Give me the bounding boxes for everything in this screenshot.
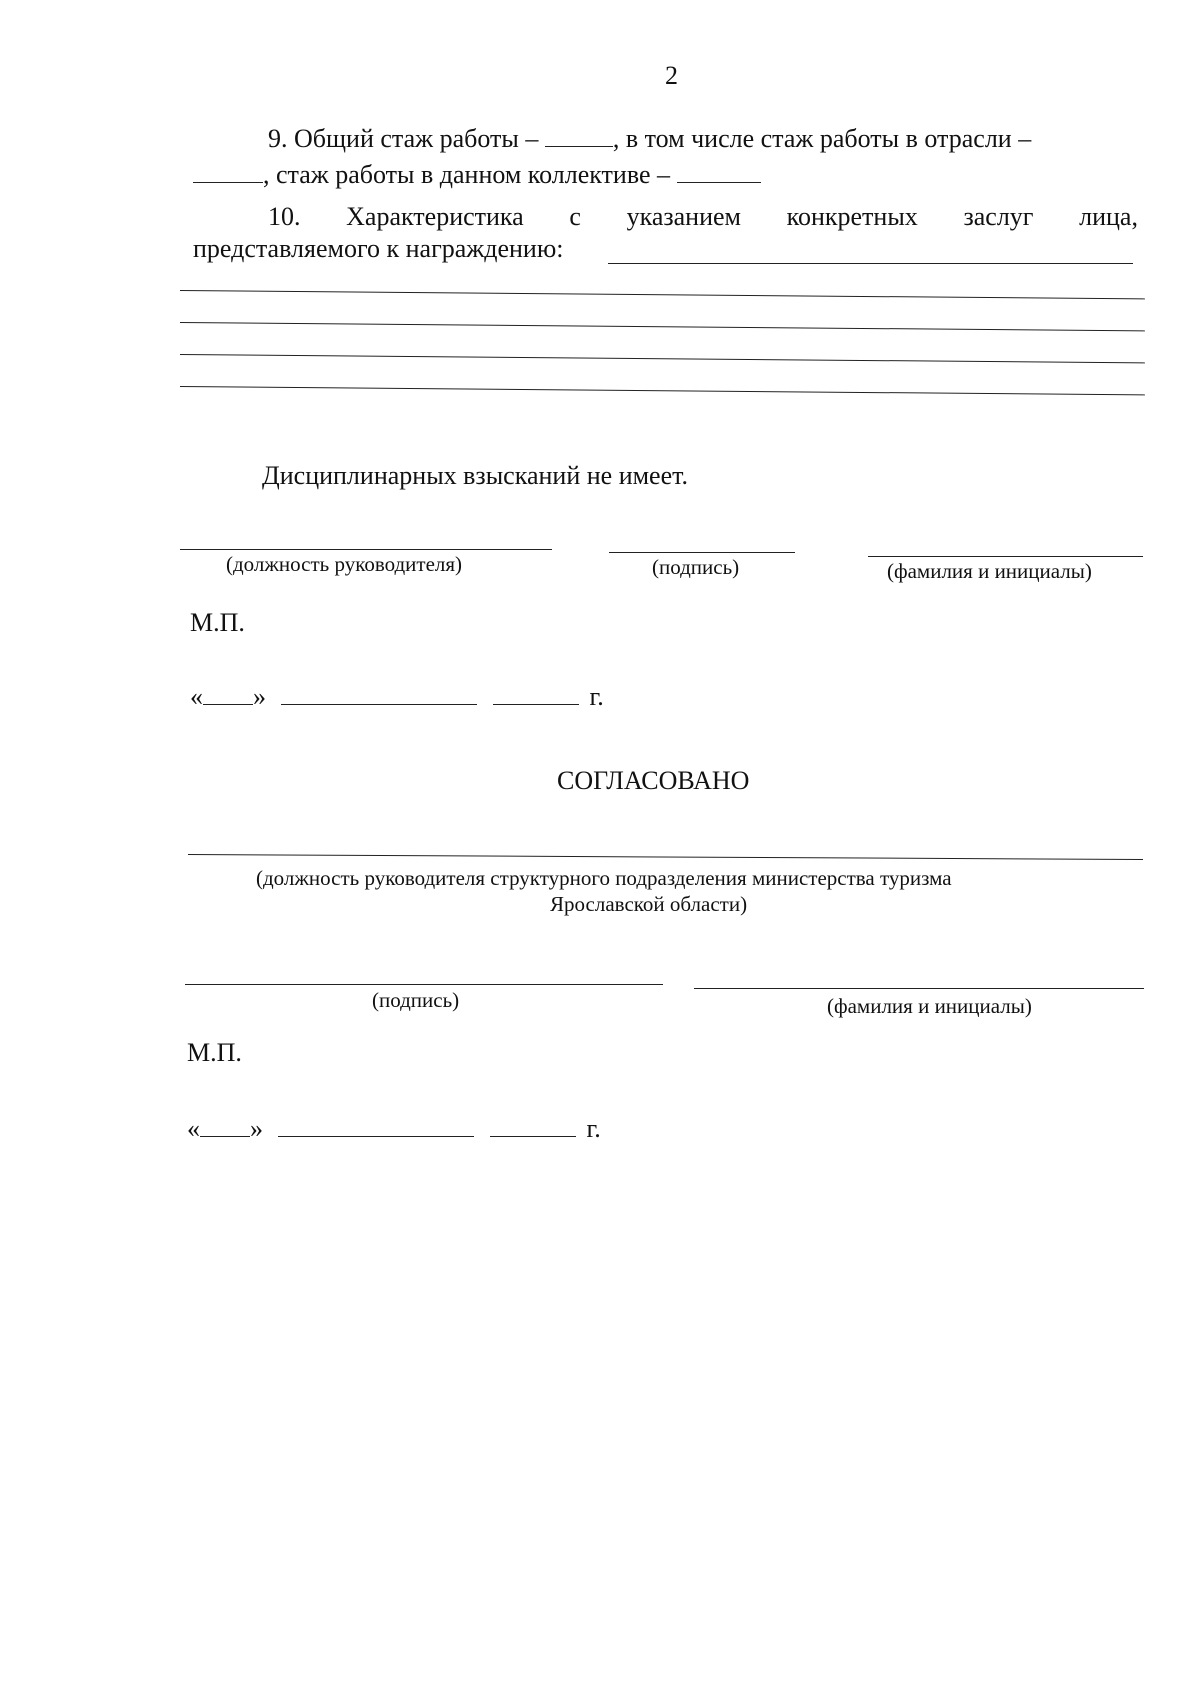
item10-word: заслуг xyxy=(963,202,1034,231)
year-blank-1[interactable] xyxy=(493,678,579,705)
industry-experience-blank[interactable] xyxy=(193,156,263,183)
approver-position-line[interactable] xyxy=(188,854,1143,860)
year-blank-2[interactable] xyxy=(490,1110,576,1137)
day-blank-1[interactable] xyxy=(203,678,253,705)
date-close-quote: » xyxy=(253,682,266,711)
no-penalties-text: Дисциплинарных взысканий не имеет. xyxy=(262,461,689,490)
item10-word: конкретных xyxy=(786,202,918,231)
characteristic-line-2[interactable] xyxy=(180,322,1145,331)
signature-line-1[interactable] xyxy=(609,552,795,553)
characteristic-line-3[interactable] xyxy=(180,354,1145,363)
month-blank-2[interactable] xyxy=(278,1110,474,1137)
item9-text-a: 9. Общий стаж работы – xyxy=(268,124,539,153)
item10-line2: представляемого к награждению: xyxy=(193,234,564,263)
date-close-quote: » xyxy=(250,1114,263,1143)
signature-label-1: (подпись) xyxy=(652,555,740,579)
month-blank-1[interactable] xyxy=(281,678,477,705)
item9-line2 xyxy=(193,156,761,188)
year-suffix-2: г. xyxy=(586,1114,601,1143)
year-suffix-1: г. xyxy=(589,682,604,711)
team-experience-blank[interactable] xyxy=(677,156,761,183)
total-experience-blank[interactable] xyxy=(545,120,613,147)
item9-text-b: , в том числе стаж работы в отрасли – xyxy=(612,124,1032,153)
item10-word: с xyxy=(569,202,581,231)
position-line-1[interactable] xyxy=(180,549,552,550)
signature-line-2[interactable] xyxy=(185,984,663,985)
name-line-1[interactable] xyxy=(868,556,1143,557)
name-label-2: (фамилия и инициалы) xyxy=(827,994,1032,1018)
approver-position-label-line2: Ярославской области) xyxy=(550,892,748,916)
date-row-2 xyxy=(187,1110,601,1142)
signature-label-2: (подпись) xyxy=(372,988,460,1012)
item9-text-c: , стаж работы в данном коллективе – xyxy=(263,160,670,189)
page-number: 2 xyxy=(665,61,678,90)
date-open-quote: « xyxy=(190,682,203,711)
name-label-1: (фамилия и инициалы) xyxy=(887,559,1092,583)
item10-word: указанием xyxy=(626,202,741,231)
item10-word: лица, xyxy=(1079,202,1138,231)
item9-line1 xyxy=(268,120,1138,152)
stamp-1: М.П. xyxy=(190,608,245,637)
date-row-1 xyxy=(190,678,604,710)
item10-word: Характеристика xyxy=(346,202,524,231)
characteristic-line-1[interactable] xyxy=(180,290,1145,299)
name-line-2[interactable] xyxy=(694,988,1144,989)
date-open-quote: « xyxy=(187,1114,200,1143)
characteristic-line-4[interactable] xyxy=(180,386,1145,395)
approver-position-label-line1: (должность руководителя структурного подразделения министерства туризма xyxy=(256,866,952,890)
stamp-2: М.П. xyxy=(187,1038,242,1067)
position-label-1: (должность руководителя) xyxy=(226,552,463,576)
item10-line1 xyxy=(268,204,1138,230)
day-blank-2[interactable] xyxy=(200,1110,250,1137)
approval-title: СОГЛАСОВАНО xyxy=(557,766,750,795)
characteristic-line-0[interactable] xyxy=(608,263,1133,264)
item10-word: 10. xyxy=(268,202,301,231)
